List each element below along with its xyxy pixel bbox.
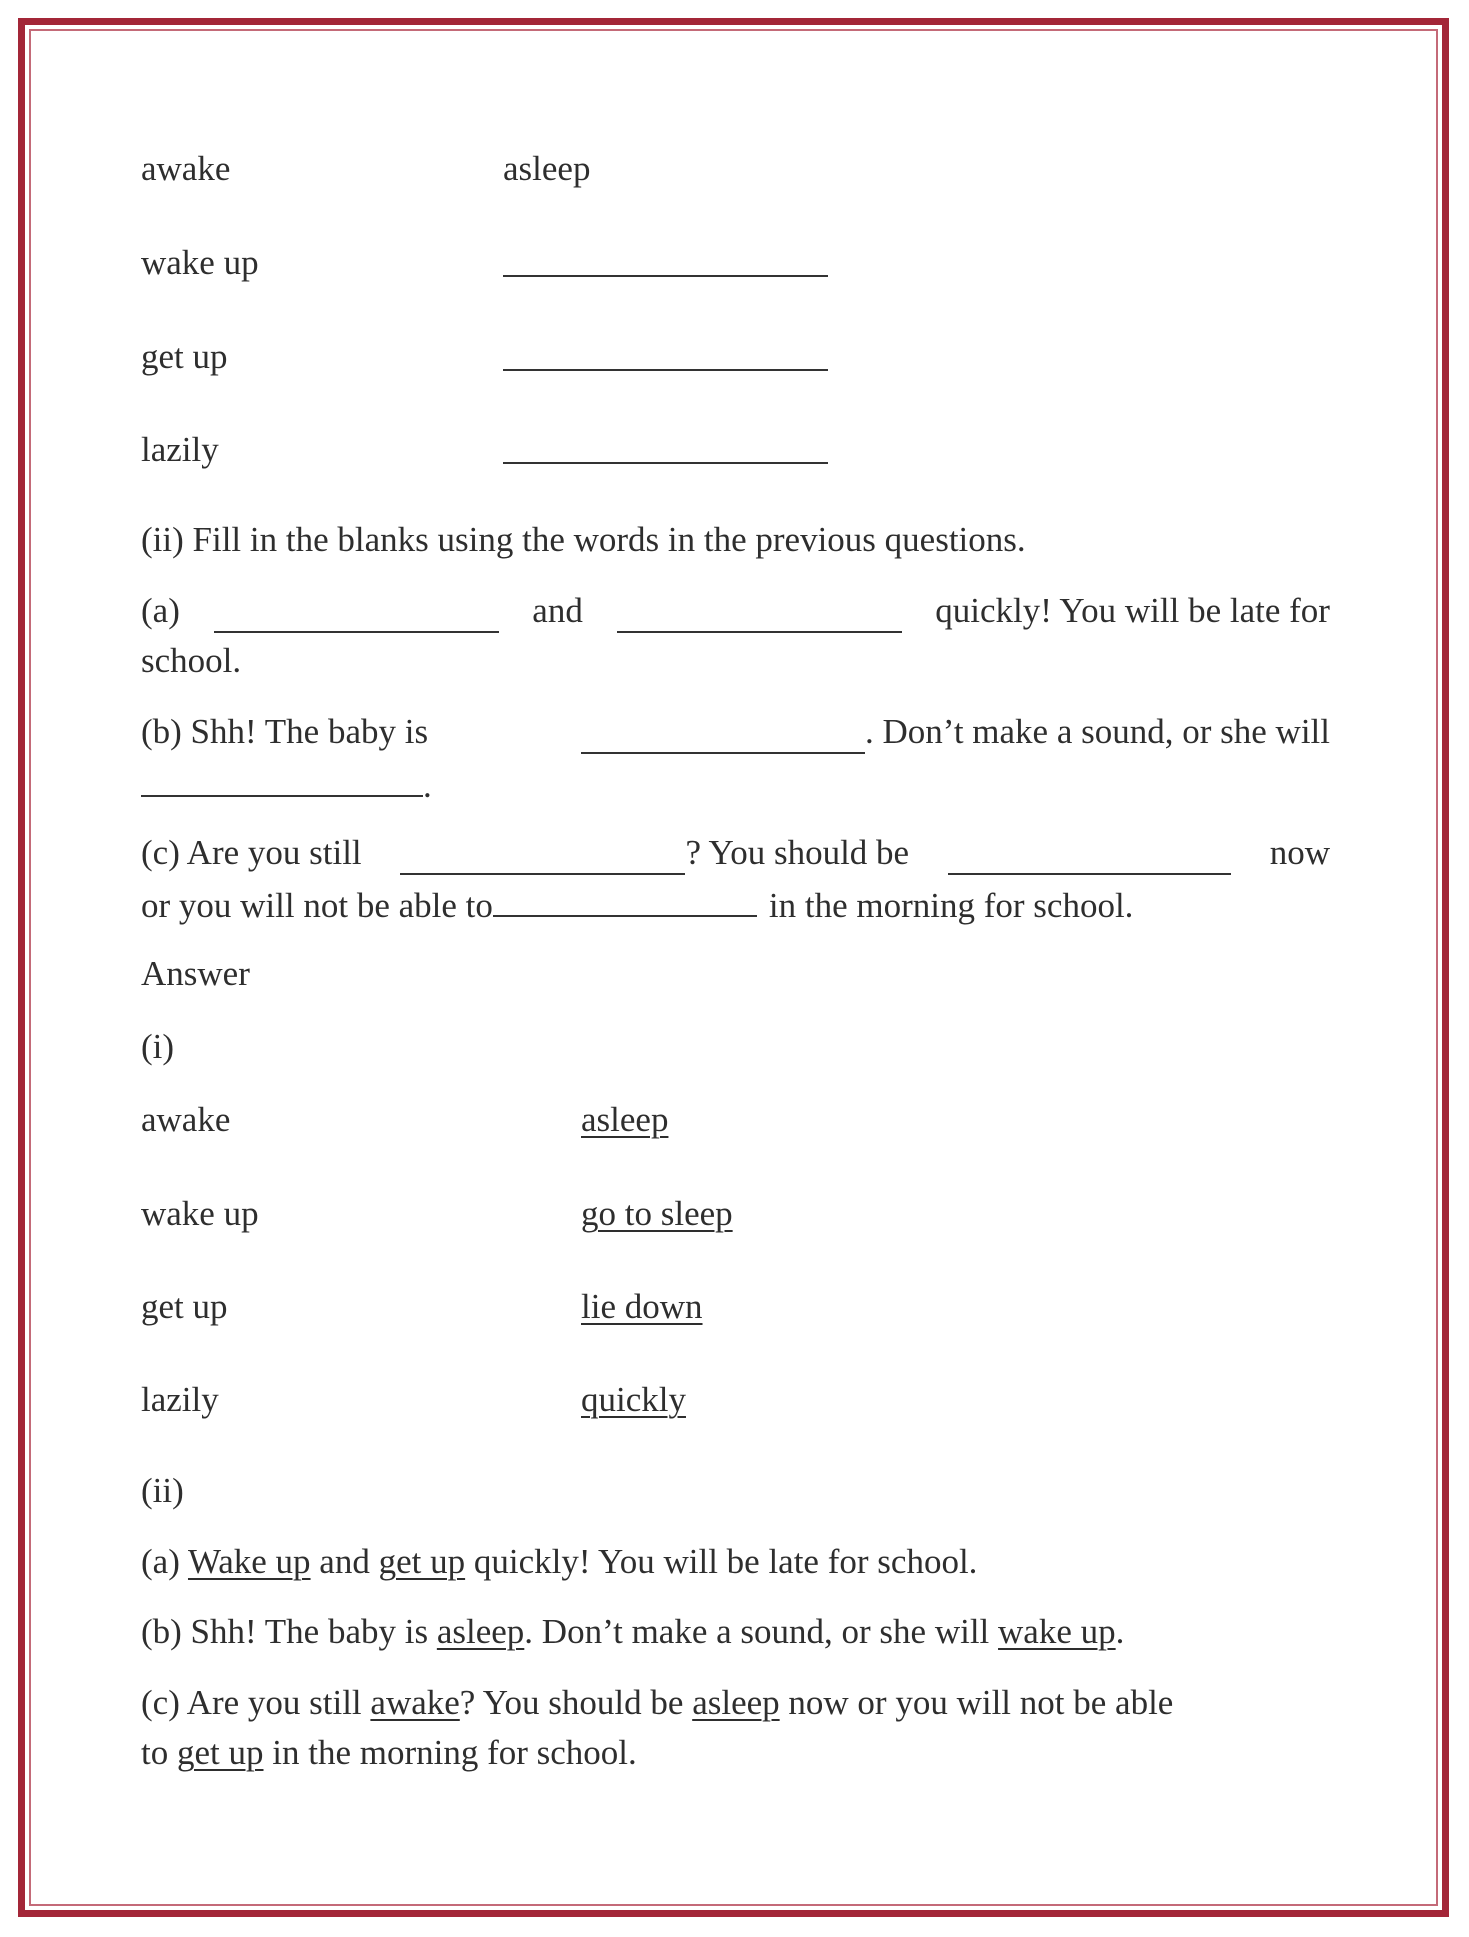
word: awake	[141, 149, 231, 188]
text: now or you will not be able	[788, 1683, 1174, 1722]
opposite-word: asleep	[503, 149, 591, 188]
question-row	[141, 147, 591, 191]
answer-row	[141, 1378, 686, 1422]
answer-c-line2	[141, 1731, 637, 1775]
text: now	[1269, 833, 1330, 872]
text: . Don’t make a sound, or she will	[524, 1612, 990, 1651]
question-c-line2	[141, 881, 1133, 925]
question-row	[141, 335, 228, 379]
answer-word: asleep	[692, 1683, 780, 1722]
answer-row	[141, 1192, 733, 1236]
question-a-line2: school.	[141, 641, 242, 680]
text: .	[1115, 1612, 1125, 1651]
question-b-line1	[141, 710, 1330, 754]
text: to	[141, 1733, 169, 1772]
text: (b) Shh! The baby is	[141, 712, 429, 751]
answer-blank	[503, 335, 828, 371]
answer-blank	[141, 761, 423, 797]
answer-blank	[493, 881, 757, 917]
answer-c-line1	[141, 1681, 1173, 1725]
answer-blank	[617, 597, 902, 633]
answer-blank	[214, 597, 499, 633]
answer-word: asleep	[436, 1612, 525, 1651]
text: or you will not be able to	[141, 886, 493, 925]
answer-part-i-label: (i)	[141, 1027, 175, 1066]
text: in the morning for school.	[768, 886, 1134, 925]
opposite-answer: asleep	[581, 1100, 669, 1139]
text: (b) Shh! The baby is	[141, 1612, 429, 1651]
question-a-line1	[141, 589, 1330, 633]
answer-word: get up	[378, 1542, 466, 1581]
answer-word: wake up	[998, 1612, 1116, 1651]
question-ii-instruction: (ii) Fill in the blanks using the words in the previous questions.	[141, 520, 1026, 559]
answer-row	[141, 1285, 703, 1329]
label: (a)	[141, 1542, 180, 1581]
label: (a)	[141, 591, 180, 630]
opposite-answer: quickly	[581, 1380, 686, 1419]
answer-word: Wake up	[187, 1542, 311, 1581]
word: lazily	[141, 1380, 219, 1419]
opposite-answer: lie down	[581, 1287, 703, 1326]
text: (c) Are you still	[141, 833, 362, 872]
answer-blank	[948, 839, 1231, 875]
word: awake	[141, 1100, 231, 1139]
answer-word: awake	[370, 1683, 460, 1722]
question-c-line1	[141, 831, 1330, 875]
question-row	[141, 428, 219, 472]
opposite-answer: go to sleep	[581, 1194, 733, 1233]
answer-blank	[503, 241, 828, 277]
text: quickly! You will be late for	[935, 591, 1330, 630]
question-b-line2	[141, 761, 432, 805]
answer-part-ii-label: (ii)	[141, 1471, 184, 1510]
text: ? You should be	[685, 833, 910, 872]
text: quickly! You will be late for school.	[473, 1542, 978, 1581]
text: .	[423, 766, 432, 805]
answer-row	[141, 1098, 669, 1142]
word: lazily	[141, 430, 219, 469]
word: wake up	[141, 1194, 259, 1233]
text: and	[532, 591, 583, 630]
word: wake up	[141, 243, 259, 282]
word: get up	[141, 1287, 228, 1326]
word: get up	[141, 337, 228, 376]
answer-b	[141, 1610, 1124, 1654]
answer-blank	[400, 839, 685, 875]
text: (c) Are you still	[141, 1683, 362, 1722]
answer-heading: Answer	[141, 954, 250, 993]
text: in the morning for school.	[272, 1733, 637, 1772]
text: and	[319, 1542, 370, 1581]
text: ? You should be	[459, 1683, 684, 1722]
answer-blank	[503, 428, 828, 464]
answer-a	[141, 1540, 977, 1584]
answer-blank	[581, 718, 865, 754]
question-row	[141, 241, 259, 285]
text: . Don’t make a sound, or she will	[865, 712, 1330, 751]
answer-word: get up	[176, 1733, 264, 1772]
